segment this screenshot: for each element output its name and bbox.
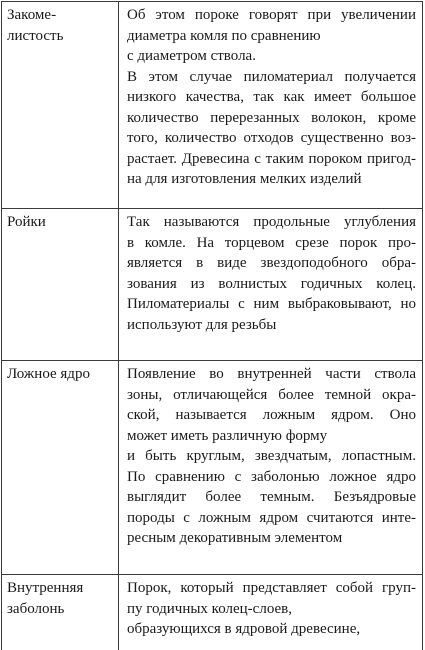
description-cell [119,2,423,209]
term-text: заболонь [7,600,65,617]
description-line: ской, называется ложным ядром. Оно [127,407,416,423]
table-row [2,361,423,575]
term-text: Ложное ядро [7,366,90,382]
description-line: диаметра комля по сравнению [127,27,321,44]
description-line: в комле. На торцевом срезе порок про- [127,234,416,251]
description-line: зования из волнистых годичных колец. [127,275,416,292]
description-line: с диаметром ствола. [127,48,256,64]
term-cell [2,575,119,650]
description-line: Так называются продольные углубления [127,214,416,230]
description-line: используют для резьбы [127,316,277,333]
description-line: количество перерезанных волокон, кроме [127,109,416,126]
table-row [2,2,423,209]
term-text: Закоме- [7,7,57,23]
description-cell [119,575,423,650]
term-text: Внутренняя [7,580,84,596]
description-line: выглядит более темным. Безъядровые [127,489,416,505]
description-cell [119,361,423,575]
description-line: может иметь различную форму [127,427,328,444]
table-row [2,575,423,650]
description-line: По сравнению с заболонью ложное ядро [127,468,416,485]
table-row [2,209,423,361]
description-line: Появление во внутренней части ствола [127,366,416,382]
description-line: растает. Древесина с таким пороком пригод- [127,150,416,167]
description-line: на для изготовления мелких изделий [127,171,362,187]
term-cell [2,2,119,209]
description-line: породы с ложным ядром считаются инте- [127,509,416,526]
term-cell [2,209,119,361]
description-line: образующихся в ядровой древесине, [127,621,361,637]
description-cell [119,209,423,361]
wood-defects-table [1,1,423,650]
description-line: зоны, отличающейся более темной окра- [127,386,416,403]
term-cell [2,361,119,575]
description-line: низкого качества, так как имеет большое [127,89,416,105]
description-line: является в виде звездоподобного обра- [127,255,416,271]
description-line: Порок, который представляет собой груп- [127,580,416,596]
description-line: ресным декоративным элементом [127,530,343,546]
description-line: пу годичных колец-слоев, [127,600,292,617]
description-line: Пиломатериалы с ним выбраковывают, но [127,296,416,312]
description-line: В этом случае пиломатериал получается [127,68,416,85]
description-line: Об этом пороке говорят при увеличении [127,7,416,23]
term-text: Ройки [7,214,46,230]
description-line: и быть круглым, звездчатым, лопастным. [127,448,416,464]
term-text: листость [7,27,64,44]
description-line: того, количество отходов существенно воз- [127,130,416,146]
